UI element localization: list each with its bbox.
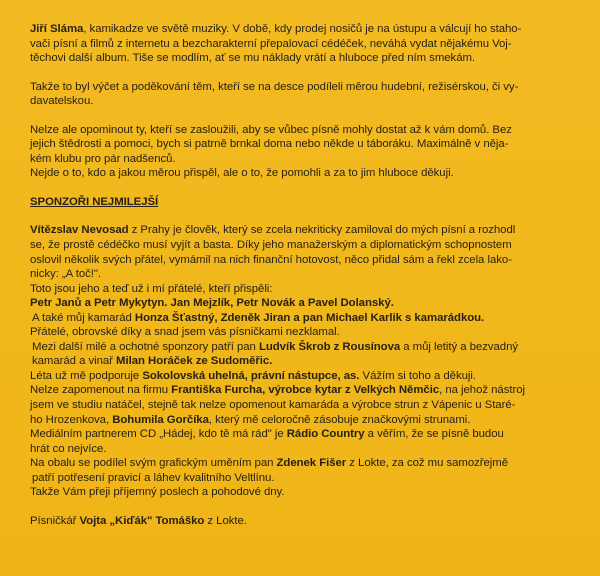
sponsor-names: Honza Šťastný, Zdeněk Jiran a pan Michael Karlik s kamarádkou. [134, 311, 485, 324]
text-line: patří potřesení pravicí a láhev kvalitního Veltlínu. [32, 471, 275, 484]
sponsor-name: Zdenek Fišer [276, 457, 347, 470]
text-line: Nejde o to, kdo a jakou měrou přispěl, ale o to, že pomohli a za to jim hluboce děkuji. [30, 167, 454, 180]
text-line: Takže Vám přeji příjemný poslech a pohodové dny. [30, 486, 285, 499]
text-line: Toto jsou jeho a teď už i mí přátelé, kteří přispěli: [30, 282, 273, 295]
text-line: těchovi další album. Tiše se modlím, ať se mu náklady vrátí a hluboce před ním smekám. [30, 52, 476, 65]
paragraph-thanks [30, 80, 590, 109]
name-vitezslav-nevosad: Vítězslav Nevosad [30, 224, 129, 237]
paragraph-sláma [30, 22, 590, 66]
text-line: Nelze zapomenout na firmu Františka Furcha, výrobce kytar z Velkých Němčic, na jehož nástroj [30, 384, 525, 397]
sponsor-name: Sokolovská uhelná, právní nástupce, as. [142, 369, 360, 382]
text-line: Takže to byl výčet a poděkování těm, kteří se na desce podíleli měrou hudební, režisérskou, či vy- [30, 80, 519, 93]
text-line: jejich štědrosti a pomoci, bych si patrně brnkal doma nebo někde u táboráku. Maximálně v něja- [30, 138, 509, 151]
text-line: Vítězslav Nevosad z Prahy je člověk, který se zcela nekriticky zamiloval do mých písní a rozhodl [30, 224, 516, 237]
text-line: nicky: „A toč!". [30, 268, 101, 281]
text-line: ho Hrozenkova, Bohumila Gorčíka, který mě celoročně zásobuje značkovými strunami. [30, 413, 471, 426]
text-line: kém klubu pro pár nadšenců. [30, 152, 176, 165]
text-line: Jiří Sláma, kamikadze ve světě muziky. V době, kdy prodej nosičů je na ústupu a válcují ho staho- [30, 23, 522, 35]
text-line: Nelze ale opominout ty, kteří se zasloužili, aby se vůbec písně mohly dostat až k vám domů. Bez [30, 123, 512, 136]
sponsor-name: Milan Horáček ze Sudoměřic. [116, 355, 273, 368]
text-line: davatelskou. [30, 95, 94, 108]
booklet-text [30, 22, 590, 528]
sponsor-name: Bohumila Gorčíka [112, 413, 209, 426]
text-line: kamarád a vinař Milan Horáček ze Sudoměřic. [32, 355, 273, 368]
sponsor-name: Ludvík Škrob z Rousínova [258, 340, 401, 353]
name-jiri-slama: Jiří Sláma [30, 23, 84, 35]
author-name: Vojta „Kiďák" Tomáško [79, 514, 205, 527]
text-line: vači písní a filmů z internetu a bezcharakterní přepalovací cédéček, neváhá vydat nějakému Voj- [30, 37, 512, 50]
sponsor-name: Rádio Country [286, 428, 365, 441]
text-line: Přátelé, obrovské díky a snad jsem vás písničkami nezklamal. [30, 326, 340, 339]
text-line [30, 296, 590, 311]
text-line: oslovil několik svých přátel, vymámil na nich finanční hotovost, něco přidal sám a řekl zcela lako- [30, 253, 512, 266]
text-line: A také můj kamarád Honza Šťastný, Zdeněk Jiran a pan Michael Karlik s kamarádkou. [32, 311, 485, 324]
text-line: se, že prostě cédéčko musí vyjít a basta. Díky jeho manažerským a diplomatickým schopnostem [30, 239, 512, 252]
signature-line: Písničkář Vojta „Kiďák" Tomáško z Lokte. [30, 514, 247, 527]
text-line: jsem ve studiu natáčel, stejně tak nelze opomenout kamaráda a výrobce strun z Vápenic u Staré- [30, 399, 516, 412]
sponsor-names: Petr Janů a Petr Mykytyn. Jan Mejzlík, Petr Novák a Pavel Dolanský. [30, 297, 394, 310]
text-line: Na obalu se podílel svým grafickým uměním pan Zdenek Fišer z Lokte, za což mu samozřejmě [30, 457, 509, 470]
text-line: hrát co nejvíce. [30, 442, 107, 455]
section-heading: SPONZOŘI NEJMILEJŠÍ [30, 195, 159, 208]
paragraph-sponsors [30, 223, 590, 499]
sponsor-name: Františka Furcha, výrobce kytar z Velkých Němčic [171, 384, 440, 397]
text-line: Léta už mě podporuje Sokolovská uhelná, právní nástupce, as. Vážím si toho a děkuji. [30, 369, 476, 382]
text-line: Mediálním partnerem CD „Hádej, kdo tě má rád" je Rádio Country a věřím, že se písně budou [30, 428, 504, 441]
paragraph-supporters [30, 123, 590, 181]
text-line: Mezi další milé a ochotné sponzory patří pan Ludvík Škrob z Rousínova a můj letitý a bezvadný [32, 340, 519, 353]
